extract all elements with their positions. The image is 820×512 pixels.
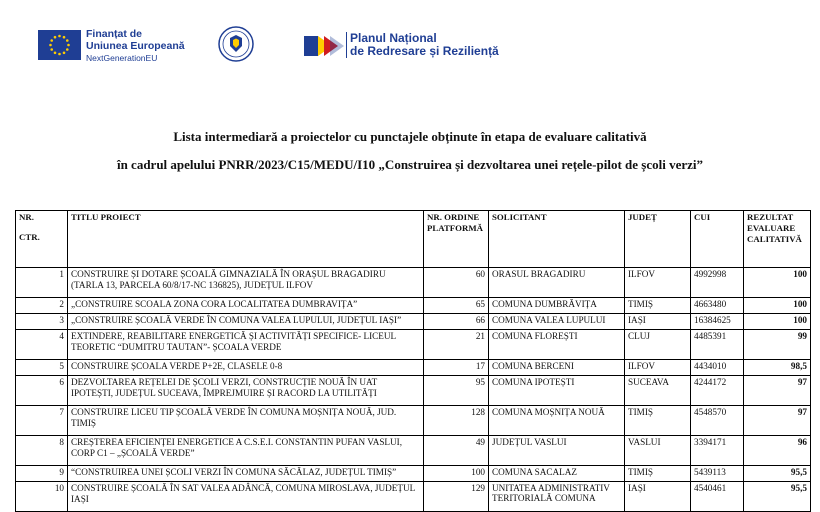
- cell-ordine: 60: [424, 268, 489, 298]
- cell-solicitant: COMUNA DUMBRĂVIȚA: [489, 298, 625, 314]
- cell-nr: 9: [16, 466, 68, 482]
- cell-titlu: „CONSTRUIRE ȘCOALĂ VERDE ÎN COMUNA VALEA LUPULUI, JUDEȚUL IAȘI”: [68, 314, 424, 330]
- cell-judet: ILFOV: [625, 268, 691, 298]
- cell-cui: 4434010: [691, 360, 744, 376]
- cell-rezultat: 97: [744, 376, 811, 406]
- eu-star: [67, 44, 70, 47]
- eu-flag-icon: [38, 30, 81, 60]
- table-row: [16, 298, 811, 314]
- cell-rezultat: 99: [744, 330, 811, 360]
- cell-cui: 4548570: [691, 406, 744, 436]
- header-cui: CUI: [691, 211, 744, 268]
- cell-solicitant: COMUNA VALEA LUPULUI: [489, 314, 625, 330]
- header-nr-line1: NR.: [19, 212, 34, 222]
- table-row: [16, 436, 811, 466]
- eu-star: [63, 36, 66, 39]
- cell-rezultat: 98,5: [744, 360, 811, 376]
- table-row: [16, 330, 811, 360]
- cell-rezultat: 95,5: [744, 466, 811, 482]
- cell-solicitant: COMUNA IPOTEȘTI: [489, 376, 625, 406]
- document-title: Lista intermediară a proiectelor cu punctajele obținute în etapa de evaluare calitativă: [173, 129, 647, 144]
- government-seal-icon: [218, 26, 254, 62]
- table-row: [16, 268, 811, 298]
- cell-cui: 16384625: [691, 314, 744, 330]
- cell-solicitant: COMUNA BERCENI: [489, 360, 625, 376]
- header-nr: [16, 211, 68, 268]
- table-row: [16, 466, 811, 482]
- cell-nr: 5: [16, 360, 68, 376]
- cell-ordine: 129: [424, 482, 489, 512]
- table-row: [16, 314, 811, 330]
- cell-rezultat: 100: [744, 298, 811, 314]
- cell-cui: 4540461: [691, 482, 744, 512]
- eu-star: [58, 35, 61, 38]
- pnrr-logo-icon: [304, 32, 346, 60]
- cell-ordine: 128: [424, 406, 489, 436]
- cell-titlu: DEZVOLTAREA REȚELEI DE ȘCOLI VERZI, CONSTRUCȚIE NOUĂ ÎN UAT IPOTEȘTI, JUDEȚUL SUCEAVA, ÎMPREJMUIRE ȘI RACORD LA UTILITĂȚI: [68, 376, 424, 406]
- cell-ordine: 100: [424, 466, 489, 482]
- eu-star: [49, 44, 52, 47]
- cell-solicitant: COMUNA MOȘNIȚA NOUĂ: [489, 406, 625, 436]
- cell-solicitant: UNITATEA ADMINISTRATIV TERITORIALĂ COMUNA: [489, 482, 625, 512]
- eu-star: [66, 39, 69, 42]
- pnrr-line2: de Redresare și Reziliență: [350, 44, 499, 58]
- document-subtitle: în cadrul apelului PNRR/2023/C15/MEDU/I10 „Construirea și dezvoltarea unei rețele-pilot de școli verzi”: [116, 157, 704, 172]
- cell-ordine: 66: [424, 314, 489, 330]
- cell-judet: IAȘI: [625, 482, 691, 512]
- cell-solicitant: COMUNA SACALAZ: [489, 466, 625, 482]
- cell-cui: 4244172: [691, 376, 744, 406]
- header-ordine: NR. ORDINE PLATFORMĂ: [424, 211, 489, 268]
- cell-rezultat: 97: [744, 406, 811, 436]
- cell-titlu: „CONSTRUIRE SCOALA ZONA CORA LOCALITATEA DUMBRAVIȚA”: [68, 298, 424, 314]
- cell-nr: 10: [16, 482, 68, 512]
- cell-judet: SUCEAVA: [625, 376, 691, 406]
- cell-cui: 5439113: [691, 466, 744, 482]
- cell-cui: 3394171: [691, 436, 744, 466]
- header-logos: [38, 26, 820, 70]
- cell-solicitant: ORASUL BRAGADIRU: [489, 268, 625, 298]
- eu-star: [66, 48, 69, 51]
- cell-judet: TIMIȘ: [625, 298, 691, 314]
- cell-cui: 4992998: [691, 268, 744, 298]
- eu-line2: Uniunea Europeană: [86, 40, 185, 52]
- eu-star: [50, 48, 53, 51]
- table-row: [16, 482, 811, 512]
- cell-ordine: 65: [424, 298, 489, 314]
- cell-nr: 7: [16, 406, 68, 436]
- cell-nr: 4: [16, 330, 68, 360]
- header-nr-line2: CTR.: [19, 232, 40, 242]
- cell-rezultat: 96: [744, 436, 811, 466]
- header-rezultat: REZULTAT EVALUARE CALITATIVĂ: [744, 211, 811, 268]
- cell-judet: CLUJ: [625, 330, 691, 360]
- cell-rezultat: 95,5: [744, 482, 811, 512]
- cell-solicitant: COMUNA FLOREȘTI: [489, 330, 625, 360]
- cell-judet: IAȘI: [625, 314, 691, 330]
- cell-titlu: CONSTRUIRE ȘI DOTARE ȘCOALĂ GIMNAZIALĂ ÎN ORAȘUL BRAGADIRU (TARLA 13, PARCELA 60/8/17-NC 136825), JUDEȚUL ILFOV: [68, 268, 424, 298]
- cell-nr: 6: [16, 376, 68, 406]
- cell-cui: 4663480: [691, 298, 744, 314]
- cell-judet: TIMIȘ: [625, 466, 691, 482]
- eu-star: [54, 36, 57, 39]
- header-titlu: TITLU PROIECT: [68, 211, 424, 268]
- cell-rezultat: 100: [744, 314, 811, 330]
- cell-judet: VASLUI: [625, 436, 691, 466]
- cell-ordine: 17: [424, 360, 489, 376]
- cell-titlu: EXTINDERE, REABILITARE ENERGETICĂ ȘI ACTIVITĂȚI SPECIFICE- LICEUL TEORETIC “DUMITRU TAUTAN”- ȘCOALA VERDE: [68, 330, 424, 360]
- cell-ordine: 49: [424, 436, 489, 466]
- cell-nr: 3: [16, 314, 68, 330]
- cell-rezultat: 100: [744, 268, 811, 298]
- eu-star: [63, 51, 66, 54]
- eu-funding-label: [86, 28, 185, 64]
- cell-nr: 1: [16, 268, 68, 298]
- cell-titlu: CONSTRUIRE ȘCOALĂ ÎN SAT VALEA ADÂNCĂ, COMUNA MIROSLAVA, JUDEȚUL IAȘI: [68, 482, 424, 512]
- cell-judet: TIMIȘ: [625, 406, 691, 436]
- table-row: [16, 360, 811, 376]
- cell-cui: 4485391: [691, 330, 744, 360]
- eu-star: [54, 51, 57, 54]
- cell-ordine: 95: [424, 376, 489, 406]
- cell-judet: ILFOV: [625, 360, 691, 376]
- cell-solicitant: JUDEȚUL VASLUI: [489, 436, 625, 466]
- pnrr-line1: Planul Național: [350, 31, 437, 45]
- header-judet: JUDEȚ: [625, 211, 691, 268]
- cell-titlu: CONSTRUIRE LICEU TIP ȘCOALĂ VERDE ÎN COMUNA MOȘNIȚA NOUĂ, JUD. TIMIȘ: [68, 406, 424, 436]
- table-row: [16, 406, 811, 436]
- eu-star: [58, 53, 61, 56]
- eu-line1: Finanțat de: [86, 28, 143, 40]
- eu-line3: NextGenerationEU: [86, 53, 158, 63]
- pnrr-label: [350, 32, 499, 58]
- eu-star: [50, 39, 53, 42]
- cell-titlu: “CONSTRUIREA UNEI ȘCOLI VERZI ÎN COMUNA SĂCĂLAZ, JUDEȚUL TIMIȘ”: [68, 466, 424, 482]
- header-solicitant: SOLICITANT: [489, 211, 625, 268]
- projects-table: [15, 210, 811, 512]
- cell-titlu: CONSTRUIRE ȘCOALA VERDE P+2E, CLASELE 0-8: [68, 360, 424, 376]
- table-header-row: [16, 211, 811, 268]
- cell-titlu: CREȘTEREA EFICIENȚEI ENERGETICE A C.S.E.I. CONSTANTIN PUFAN VASLUI, CORP C1 – „ȘCOALĂ VERDE”: [68, 436, 424, 466]
- table-row: [16, 376, 811, 406]
- cell-nr: 8: [16, 436, 68, 466]
- cell-ordine: 21: [424, 330, 489, 360]
- cell-nr: 2: [16, 298, 68, 314]
